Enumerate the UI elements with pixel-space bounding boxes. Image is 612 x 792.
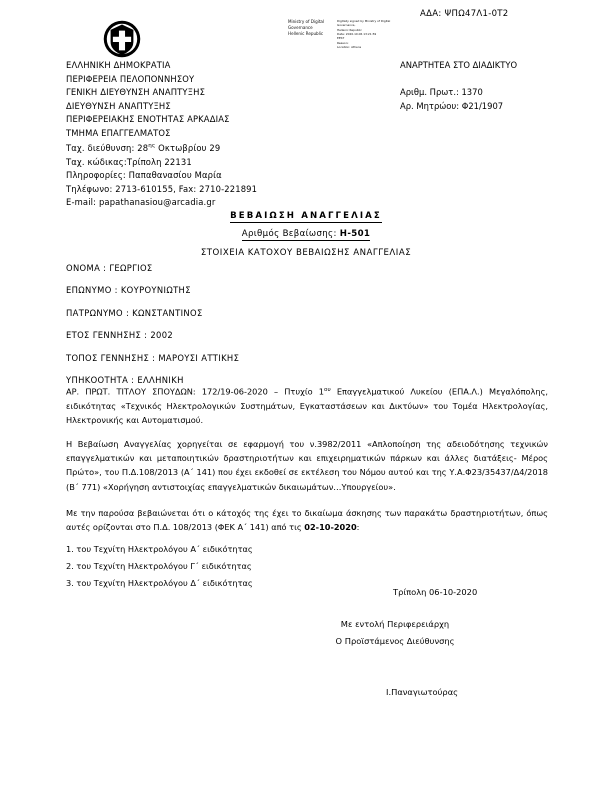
protocol-number: Αριθμ. Πρωτ.: 1370 — [400, 87, 483, 98]
field-birth-year: ΕΤΟΣ ΓΕΝΝΗΣΗΣ : 2002 — [66, 330, 174, 341]
field-first-name: ΟΝΟΜΑ : ΓΕΩΡΓΙΟΣ — [66, 263, 153, 273]
authority-line-4: ΔΙΕΥΘΥΝΣΗ ΑΝΑΠΤΥΞΗΣ — [66, 100, 171, 111]
postal-address: Ταχ. διεύθυνση: $28^{\eta\varsigma}$ Οκτωβρίου 29 — [66, 143, 221, 154]
publication-notice: ΑΝΑΡΤΗΤΕΑ ΣΤΟ ΔΙΑΔΙΚΤΥΟ — [400, 60, 518, 70]
study-title-paragraph: ΑΡ. ΠΡΩΤ. ΤΙΤΛΟΥ ΣΠΟΥΔΩΝ: 172/19-06-2020 – Πτυχίο $1^{o\upsilon}$ Επαγγελματικού Λυκείου (ΕΠΑ.Λ.) Μεγαλόπολης, ειδικότητας «Τεχνικός Ηλεκτρολογικών Συστημάτων, Εγκαταστάσεων και Δικτύων» του Τομέα Ηλεκτρολογίας, Ηλεκτρονικής και Αυτοματισμού. — [66, 386, 548, 426]
contact-person: Πληροφορίες: Παπαθανασίου Μαρία — [66, 170, 222, 181]
list-item: 3. του Τεχνίτη Ηλεκτρολόγου Δ΄ ειδικότητας — [66, 578, 253, 589]
stamp-detail-line-2: Hellenic Republic — [337, 27, 362, 32]
stamp-detail-line-6: Location: Athens — [337, 45, 362, 50]
stamp-details — [337, 19, 405, 50]
by-order-line: Με εντολή Περιφερειάρχη — [340, 619, 450, 629]
certificate-number: Αριθμός Βεβαίωσης: Η-501 — [241, 229, 371, 239]
list-item: 2. του Τεχνίτη Ηλεκτρολόγου Γ΄ ειδικότητας — [66, 561, 252, 572]
signature-block — [0, 616, 612, 649]
signer-name: Ι.Παναγιωτούρας — [386, 687, 459, 697]
phone-fax: Τηλέφωνο: 2713-610155, Fax: 2710-221891 — [66, 183, 258, 194]
professional-rights-list — [66, 541, 466, 593]
field-last-name: ΕΠΩΝΥΜΟ : ΚΟΥΡΟΥΝΙΩΤΗΣ — [66, 285, 191, 296]
protocol-block — [400, 59, 517, 113]
stamp-detail-line-3: Date: 2020.10.06 13:21:59 — [337, 32, 377, 37]
authority-line-1: ΕΛΛΗΝΙΚΗ ΔΗΜΟΚΡΑΤΙΑ — [66, 60, 171, 70]
authority-line-2: ΠΕΡΙΦΕΡΕΙΑ ΠΕΛΟΠΟΝΝΗΣΟΥ — [66, 73, 195, 84]
field-nationality: ΥΠΗΚΟΟΤΗΤΑ : ΕΛΛΗΝΙΚΗ — [66, 374, 184, 385]
list-item: 1. του Τεχνίτη Ηλεκτρολόγου Α΄ ειδικότητας — [66, 544, 253, 554]
stamp-detail-line-5: Reason: — [337, 40, 349, 45]
stamp-authority-line-2: Governance — [288, 24, 313, 30]
holder-details — [66, 263, 546, 397]
issuing-authority-block — [66, 59, 257, 210]
signer-title: Ο Προϊστάμενος Διεύθυνσης — [335, 635, 455, 646]
rights-statement-paragraph: Με την παρούσα βεβαιώνεται ότι ο κάτοχός της έχει το δικαίωμα άσκησης των παρακάτω δραστηριοτήτων, όπως αυτές ορίζονται στο Π.Δ. 108/2013 (ΦΕΚ Α΄ 141) από τις 02-10-2020: — [66, 508, 548, 533]
effective-date: 02-10-2020 — [304, 522, 357, 533]
legal-basis-paragraph: Η Βεβαίωση Αναγγελίας χορηγείται σε εφαρμογή του ν.3982/2011 «Απλοποίηση της αδειοδότησης τεχνικών επαγγελματικών και μεταποιητικών δραστηριοτήτων και επιχειρηματικών πάρκων και άλλες διατάξεις- Μέρος Πρώτο», του Π.Δ.108/2013 (Α΄ 141) που έχει εκδοθεί σε εκτέλεση του Νόμου αυτού και της Υ.Α.Φ23/35437/Δ4/2018 (Β΄ 771) «Χορήγηση αντιστοιχίας επαγγελματικών δικαιωμάτων…Υπουργείου». — [66, 439, 548, 492]
hellenic-republic-emblem-icon — [103, 20, 141, 58]
postal-code: Ταχ. κώδικας:Τρίπολη 22131 — [66, 156, 192, 167]
signature-date: Τρίπολη 06-10-2020 — [393, 587, 478, 597]
stamp-authority — [288, 19, 333, 37]
field-birth-place: ΤΟΠΟΣ ΓΕΝΝΗΣΗΣ : ΜΑΡΟΥΣΙ ΑΤΤΙΚΗΣ — [66, 352, 240, 363]
stamp-authority-line-3: Hellenic Republic — [288, 30, 324, 36]
email-address: E-mail: papathanasiou@arcadia.gr — [66, 197, 216, 208]
stamp-detail-line-1: Digitally signed by Ministry of Digital Governance, — [337, 19, 391, 28]
authority-line-3: ΓΕΝΙΚΗ ΔΙΕΥΘΥΝΣΗ ΑΝΑΠΤΥΞΗΣ — [66, 87, 206, 98]
stamp-detail-line-4: EEST — [337, 36, 345, 41]
page-title: ΒΕΒΑΙΩΣΗ ΑΝΑΓΓΕΛΙΑΣ — [230, 211, 382, 221]
authority-line-5: ΠΕΡΙΦΕΡΕΙΑΚΗΣ ΕΝΟΤΗΤΑΣ ΑΡΚΑΔΙΑΣ — [66, 114, 230, 125]
stamp-authority-line-1: Ministry of Digital — [288, 19, 325, 24]
ada-code: ΑΔΑ: ΨΠΩ47Λ1-0Τ2 — [420, 9, 509, 19]
authority-line-6: ΤΜΗΜΑ ΕΠΑΓΓΕΛΜΑΤΟΣ — [66, 127, 171, 138]
digital-signature-stamp — [288, 19, 408, 50]
registry-number: Αρ. Μητρώου: Φ21/1907 — [400, 100, 504, 111]
section-heading: ΣΤΟΙΧΕΙΑ ΚΑΤΟΧΟΥ ΒΕΒΑΙΩΣΗΣ ΑΝΑΓΓΕΛΙΑΣ — [200, 248, 412, 258]
field-father-name: ΠΑΤΡΩΝΥΜΟ : ΚΩΝΣΤΑΝΤΙΝΟΣ — [66, 307, 203, 318]
